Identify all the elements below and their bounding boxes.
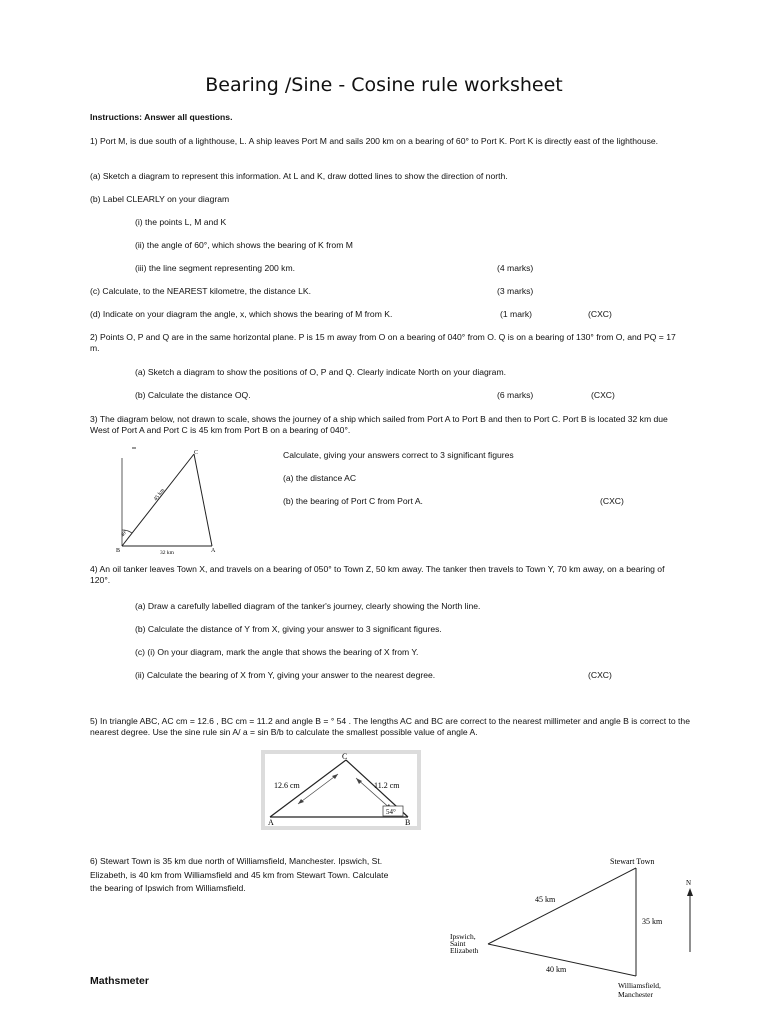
page-title: Bearing /Sine - Cosine rule worksheet	[205, 74, 563, 96]
q3-part-a: (a) the distance AC	[283, 473, 357, 483]
q6-label-ipswich-3: Elizabeth	[450, 946, 479, 955]
q1-part-b-ii: (ii) the angle of 60°, which shows the bearing of K from M	[135, 240, 353, 250]
q5-label-a: A	[268, 818, 274, 827]
q2-part-b: (b) Calculate the distance OQ.	[135, 390, 251, 400]
q6-label-45km: 45 km	[535, 895, 556, 904]
q1-part-b: (b) Label CLEARLY on your diagram	[90, 194, 230, 204]
q1-part-d: (d) Indicate on your diagram the angle, x, which shows the bearing of M from K.	[90, 309, 393, 319]
q3-label-a: A	[211, 548, 216, 554]
q5-label-bc: 11.2 cm	[374, 781, 400, 790]
q1-c-marks: (3 marks)	[497, 286, 534, 296]
q5-triangle-diagram	[258, 748, 424, 834]
q3-label-c: C	[194, 450, 199, 456]
q5-label-ac: 12.6 cm	[274, 781, 300, 790]
q1-part-b-iii: (iii) the line segment representing 200 km.	[135, 263, 296, 273]
q6-label-40km: 40 km	[546, 965, 567, 974]
q2-b-marks: (6 marks)	[497, 390, 534, 400]
q6-label-williamsfield-1: Williamsfield,	[618, 981, 661, 990]
q6-label-north: N	[686, 879, 692, 887]
q1-part-a: (a) Sketch a diagram to represent this information. At L and K, draw dotted lines to show the direction of north.	[90, 171, 508, 181]
q1-d-source: (CXC)	[588, 309, 612, 319]
q1-d-marks: (1 mark)	[500, 309, 532, 319]
footer-brand: Mathsmeter	[90, 975, 149, 987]
q5-label-c: C	[342, 752, 348, 761]
q6-stem: 6) Stewart Town is 35 km due north of Williamsfield, Manchester. Ipswich, St. Elizabeth, is 40 km from Williamsfield and 45 km from Stewart Town. Calculate the bearing of Ipswich from Williamsfield.	[90, 856, 389, 893]
q1-part-c: (c) Calculate, to the NEAREST kilometre, the distance LK.	[90, 286, 311, 296]
q2-part-a: (a) Sketch a diagram to show the positions of O, P and Q. Clearly indicate North on your diagram.	[135, 367, 506, 377]
q4-part-c-ii: (ii) Calculate the bearing of X from Y, giving your answer to the nearest degree.	[135, 670, 436, 680]
q3-part-b: (b) the bearing of Port C from Port A.	[283, 496, 423, 506]
q3-stem: 3) The diagram below, not drawn to scale, shows the journey of a ship which sailed from Port A to Port B and then to Port C. Port B is located 32 km due West of Port A and Port C is 45 km from Port B on a bearing of 040°.	[90, 414, 668, 435]
q5-stem: 5) In triangle ABC, AC cm = 12.6 , BC cm = 11.2 and angle B = ° 54 . The lengths AC and BC are correct to the nearest millimeter and angle B is correct to the nearest degree. Use the sine rule sin A/ a = sin B/b to calculate the smallest possible value of angle A.	[90, 716, 690, 737]
q3-label-ba: 32 km	[160, 550, 174, 556]
q3-label-b: B	[116, 548, 121, 554]
q2-stem: 2) Points O, P and Q are in the same horizontal plane. P is 15 m away from O on a bearing of 040° from O. Q is on a bearing of 130° from O, and PQ = 17 m.	[90, 332, 676, 353]
q6-triangle-diagram	[440, 850, 708, 1002]
q5-label-angle: 54°	[386, 808, 396, 816]
q3-triangle-diagram	[108, 446, 228, 558]
q3-label-angle: 40°	[120, 529, 129, 539]
q3-label-bc: 45 km	[152, 487, 167, 503]
q4-part-a: (a) Draw a carefully labelled diagram of the tanker's journey, clearly showing the North line.	[135, 601, 481, 611]
q1-part-b-i: (i) the points L, M and K	[135, 217, 227, 227]
q4-part-c-i: (c) (i) On your diagram, mark the angle that shows the bearing of X from Y.	[135, 647, 419, 657]
q1-b-marks: (4 marks)	[497, 263, 534, 273]
q6-label-ipswich-2: Saint	[450, 939, 466, 948]
q6-label-stewart-town: Stewart Town	[610, 857, 655, 866]
q4-part-b: (b) Calculate the distance of Y from X, giving your answer to 3 significant figures.	[135, 624, 442, 634]
q5-label-b: B	[405, 818, 411, 827]
q4-stem: 4) An oil tanker leaves Town X, and travels on a bearing of 050° to Town Z, 50 km away. The tanker then travels to Town Y, 70 km away, on a bearing of 120°.	[90, 564, 665, 585]
q6-label-ipswich-1: Ipswich,	[450, 932, 476, 941]
q1-stem: 1) Port M, is due south of a lighthouse, L. A ship leaves Port M and sails 200 km on a bearing of 60° to Port K. Port K is directly east of the lighthouse.	[90, 136, 659, 146]
q3-calc: Calculate, giving your answers correct to 3 significant figures	[283, 450, 514, 460]
q6-label-williamsfield-2: Manchester	[618, 990, 653, 999]
instructions: Instructions: Answer all questions.	[90, 112, 233, 122]
q6-label-35km: 35 km	[642, 917, 663, 926]
q3-b-source: (CXC)	[600, 496, 624, 506]
q4-c-source: (CXC)	[588, 670, 612, 680]
q2-b-source: (CXC)	[591, 390, 615, 400]
